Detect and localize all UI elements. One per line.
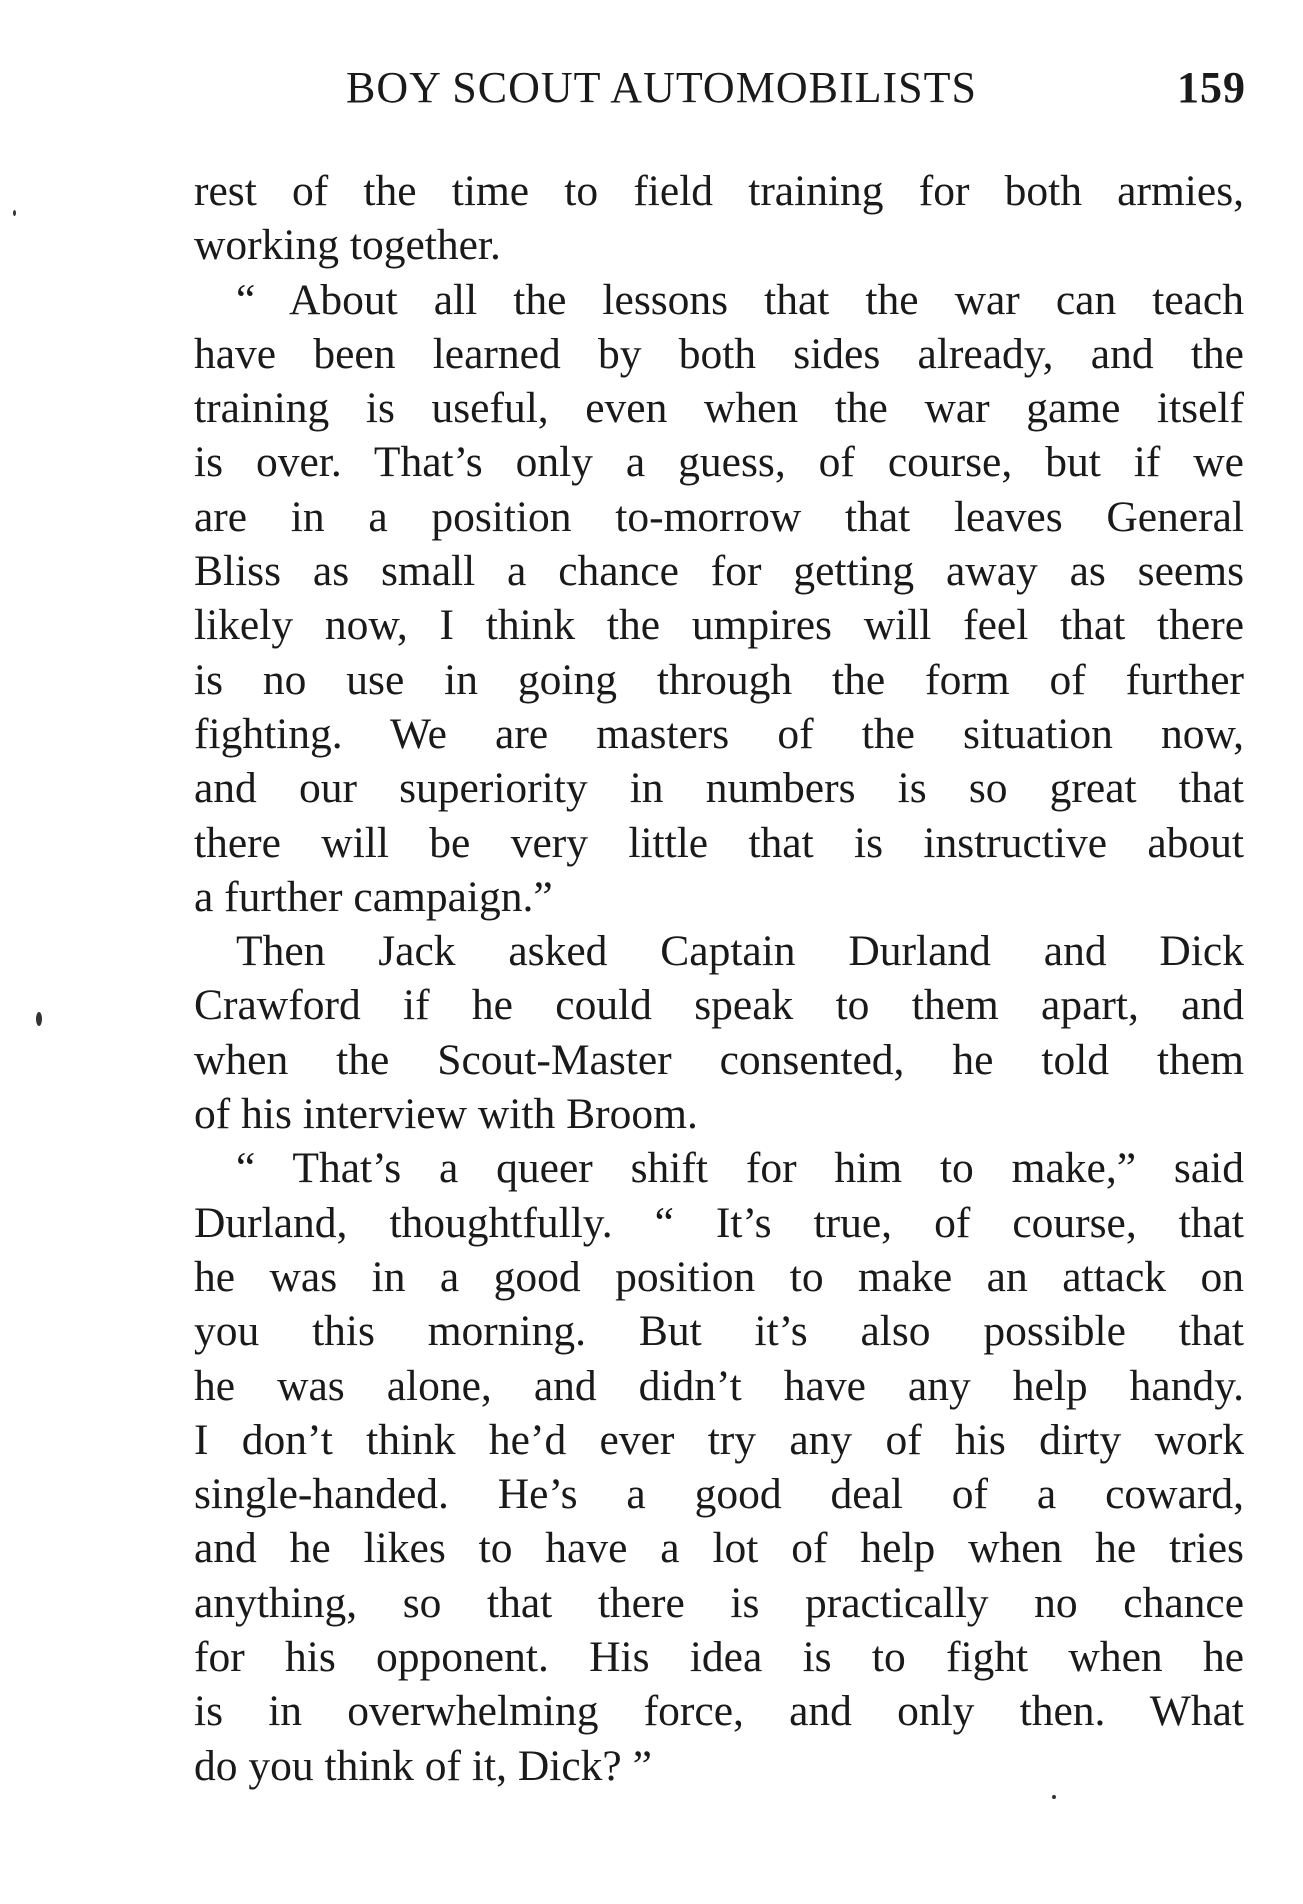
text-line: Then Jack asked Captain Durland and Dick (236, 927, 1244, 976)
text-line: he was in a good position to make an attack on (194, 1252, 1244, 1301)
text-line: “ That’s a queer shift for him to make,” said (236, 1144, 1244, 1193)
text-line: for his opponent. His idea is to fight when he (194, 1633, 1244, 1682)
text-line: rest of the time to field training for both armies, (194, 167, 1244, 215)
text-line: Crawford if he could speak to them apart, and (194, 981, 1244, 1030)
text-line: I don’t think he’d ever try any of his dirty work (194, 1415, 1244, 1464)
text-line: likely now, I think the umpires will feel that there (194, 601, 1244, 650)
text-line: anything, so that there is practically no chance (194, 1578, 1244, 1627)
text-line: a further campaign.” (194, 872, 553, 921)
scan-speck (36, 1012, 42, 1026)
page-header (346, 62, 1246, 122)
text-line: Bliss as small a chance for getting away as seems (194, 547, 1244, 596)
text-line: do you think of it, Dick? ” (194, 1741, 652, 1790)
text-line: is in overwhelming force, and only then. What (194, 1687, 1244, 1736)
text-line: “ About all the lessons that the war can teach (236, 275, 1244, 324)
text-line: working together. (194, 221, 501, 270)
text-line: is over. That’s only a guess, of course, but if we (194, 438, 1244, 487)
text-line: of his interview with Broom. (194, 1090, 698, 1139)
text-line: and he likes to have a lot of help when he tries (194, 1524, 1244, 1573)
text-line: he was alone, and didn’t have any help handy. (194, 1361, 1244, 1410)
text-line: Durland, thoughtfully. “ It’s true, of course, that (194, 1198, 1244, 1247)
text-line: and our superiority in numbers is so great that (194, 764, 1244, 813)
text-line: single-handed. He’s a good deal of a coward, (194, 1470, 1244, 1519)
scan-speck (1052, 1795, 1056, 1799)
body-text (194, 164, 1244, 1793)
text-line: when the Scout-Master consented, he told them (194, 1035, 1244, 1084)
text-line: is no use in going through the form of further (194, 655, 1244, 704)
scan-speck (13, 210, 16, 216)
text-line: fighting. We are masters of the situation now, (194, 709, 1244, 758)
text-line: have been learned by both sides already, and the (194, 329, 1244, 378)
text-line: training is useful, even when the war game itself (194, 384, 1244, 433)
running-head: BOY SCOUT AUTOMOBILISTS (346, 63, 977, 112)
text-line: there will be very little that is instructive about (194, 818, 1244, 867)
page-number: 159 (1177, 63, 1246, 112)
text-line: you this morning. But it’s also possible that (194, 1307, 1244, 1356)
text-line: are in a position to-morrow that leaves General (194, 492, 1244, 541)
